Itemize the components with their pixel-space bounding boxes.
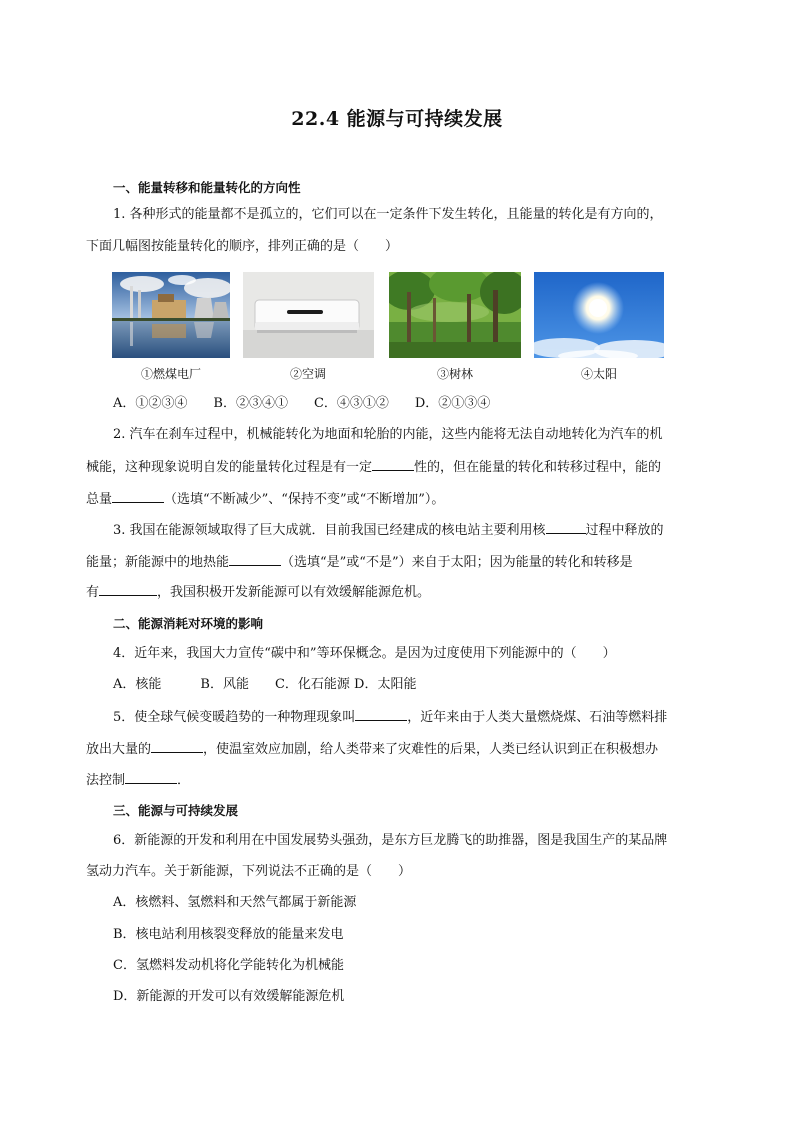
q5-line-2: 放出大量的 ，使温室效应加剧，给人类带来了灾难性的后果，人类已经认识到正在积极想办 xyxy=(86,739,658,759)
q1-line-1: 1. 各种形式的能量都不是孤立的，它们可以在一定条件下发生转化，且能量的转化是有方向的， xyxy=(113,207,663,222)
q6-option-d: D．新能源的开发可以有效缓解能源危机 xyxy=(113,989,345,1004)
q2-line-1: 2. 汽车在刹车过程中，机械能转化为地面和轮胎的内能，这些内能将无法自动地转化为汽车的机 xyxy=(113,427,663,442)
q1-options: A．①②③④ B．②③④① C．④③①② D．②①③④ xyxy=(113,396,491,411)
caption-sun: ④太阳 xyxy=(580,367,617,381)
air-conditioner-image xyxy=(243,272,374,358)
q2-line-2: 械能，这种现象说明自发的能量转化过程是有一定 性的，但在能量的转化和转移过程中，能的 xyxy=(86,457,661,477)
answer-blank[interactable] xyxy=(372,457,414,471)
q4-line-1: 4．近年来，我国大力宣传“碳中和”等环保概念。是因为过度使用下列能源中的（ ） xyxy=(113,646,616,661)
answer-blank[interactable] xyxy=(112,489,164,503)
q6-line-2: 氢动力汽车。关于新能源，下列说法不正确的是（ ） xyxy=(86,864,412,879)
forest-image xyxy=(389,272,521,358)
q5-line-3: 法控制 ． xyxy=(86,770,190,790)
sun-image xyxy=(534,272,664,358)
answer-blank[interactable] xyxy=(99,582,157,596)
answer-blank[interactable] xyxy=(355,707,407,721)
q6-option-c: C．氢燃料发动机将化学能转化为机械能 xyxy=(113,958,344,973)
q2-line-3: 总量 （选填“不断减少”、“保持不变”或“不断增加”）。 xyxy=(86,489,444,509)
q3-line-2: 能量；新能源中的地热能 （选填“是”或“不是”）来自于太阳；因为能量的转化和转移是 xyxy=(86,552,633,572)
answer-blank[interactable] xyxy=(125,770,177,784)
section-heading-2: 二、能源消耗对环境的影响 xyxy=(113,616,264,631)
caption-air-conditioner: ②空调 xyxy=(289,367,326,381)
q3-line-1: 3. 我国在能源领域取得了巨大成就．目前我国已经建成的核电站主要利用核 过程中释放的 xyxy=(113,520,664,540)
answer-blank[interactable] xyxy=(546,520,586,534)
q4-options: A．核能 B．风能 C．化石能源 D．太阳能 xyxy=(113,677,417,692)
section-heading-1: 一、能量转移和能量转化的方向性 xyxy=(113,180,301,195)
q1-line-2: 下面几幅图按能量转化的顺序，排列正确的是（ ） xyxy=(86,239,399,254)
page-title: 22.4 能源与可持续发展 xyxy=(291,108,503,130)
coal-power-plant-image xyxy=(112,272,230,358)
q3-line-3: 有 ，我国积极开发新能源可以有效缓解能源危机。 xyxy=(86,582,430,602)
caption-coal-plant: ①燃煤电厂 xyxy=(140,367,201,381)
caption-forest: ③树林 xyxy=(436,367,473,381)
q6-option-b: B．核电站利用核裂变释放的能量来发电 xyxy=(113,927,344,942)
q5-line-1: 5．使全球气候变暖趋势的一种物理现象叫 ，近年来由于人类大量燃烧煤、石油等燃料排 xyxy=(113,707,667,727)
section-heading-3: 三、能源与可持续发展 xyxy=(113,803,239,818)
answer-blank[interactable] xyxy=(151,739,203,753)
q6-line-1: 6．新能源的开发和利用在中国发展势头强劲，是东方巨龙腾飞的助推器，图是我国生产的某品牌 xyxy=(113,833,668,848)
answer-blank[interactable] xyxy=(229,552,281,566)
q6-option-a: A．核燃料、氢燃料和天然气都属于新能源 xyxy=(113,895,357,910)
